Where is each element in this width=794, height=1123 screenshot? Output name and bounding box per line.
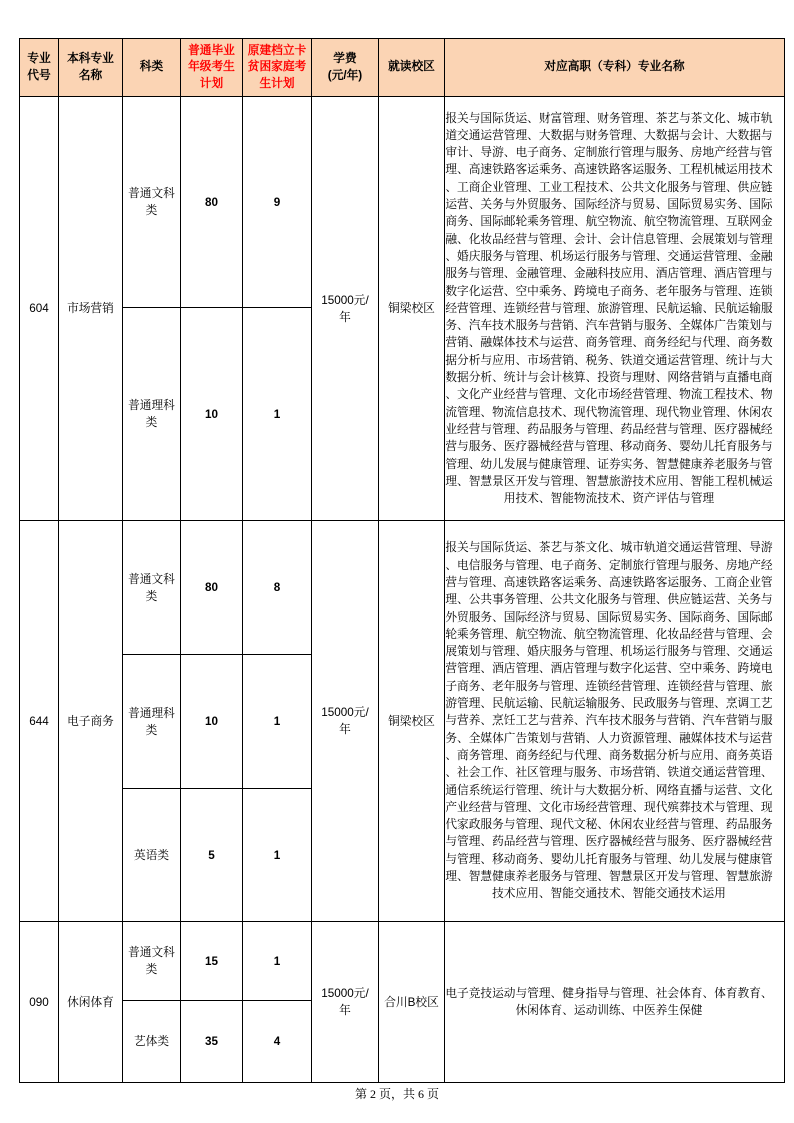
header-major-name: [59, 39, 123, 97]
major-code: 604: [29, 302, 49, 315]
major-name: 休闲体育: [67, 995, 114, 1009]
tuition: 15000元/年: [321, 706, 369, 736]
major-name: 市场营销: [67, 302, 114, 315]
general-plan-count: 80: [204, 581, 218, 594]
general-plan-count: 80: [204, 195, 218, 209]
tuition: 15000元/年: [321, 293, 369, 324]
campus-cell: [379, 922, 445, 1083]
category: 普通文科类: [128, 572, 175, 603]
major-name: 电子商务: [67, 714, 114, 728]
poverty-plan-count: 9: [273, 195, 281, 209]
vocational-majors-list: 电子竞技运动与管理、健身指导与管理、社会体育、体育教育、休闲体育、运动训练、中医养生保健: [445, 986, 773, 1017]
general-plan-cell: [181, 922, 243, 1001]
category-cell: [123, 308, 181, 521]
tuition-cell: [312, 922, 379, 1083]
header-poverty-plan: [243, 39, 312, 97]
vocational-majors-cell: [445, 922, 785, 1083]
major-code-cell: [20, 922, 59, 1083]
header-campus: [379, 39, 445, 97]
header-vocational-majors-label: 对应高职（专科）专业名称: [544, 60, 685, 74]
poverty-plan-count: 1: [273, 848, 281, 862]
header-general-plan-label: 普通毕业年级考生计划: [188, 43, 235, 90]
major-code: 644: [29, 714, 49, 728]
campus-cell: [379, 521, 445, 922]
header-category-label: 科类: [139, 60, 164, 74]
category-cell: [123, 789, 181, 922]
major-name-cell: [59, 97, 123, 521]
general-plan-cell: [181, 789, 243, 922]
header-major-code-label: 专业代号: [27, 52, 51, 82]
poverty-plan-cell: [243, 655, 312, 789]
poverty-plan-cell: [243, 1001, 312, 1083]
poverty-plan-count: 1: [273, 715, 281, 728]
campus-cell: [379, 97, 445, 521]
tuition-cell: [312, 97, 379, 521]
category: 普通理科类: [128, 706, 175, 737]
major-code-cell: [20, 97, 59, 521]
header-campus-label: 就读校区: [388, 60, 435, 74]
general-plan-cell: [181, 521, 243, 655]
header-major-code: [20, 39, 59, 97]
general-plan-cell: [181, 1001, 243, 1083]
category: 艺体类: [133, 1035, 170, 1048]
category-cell: [123, 521, 181, 655]
poverty-plan-count: 1: [273, 954, 281, 968]
vocational-majors-list: 报关与国际货运、财富管理、财务管理、茶艺与茶文化、城市轨道交通运营管理、大数据与财务管理、大数据与会计、大数据与审计、导游、电子商务、定制旅行管理与服务、房地产经营与管理、高速铁路客运乘务、高速铁路客运服务、工程机械运用技术、工商企业管理、工业工程技术、公共文化服务与管理、供应链运营、关务与外贸服务、国际经济与贸易、国际贸易实务、国际商务、国际邮轮乘务管理、航空物流、航空物流管理、互联网金融、化妆品经营与管理、会计、会计信息管理、会展策划与管理、婚庆服务与管理、机场运行服务与管理、交通运营管理、金融服务与管理、金融管理、金融科技应用、酒店管理、酒店管理与数字化运营、空中乘务、跨境电子商务、老年服务与管理、连锁经营管理、连锁经营与管理、旅游管理、民航运输、民航运输服务、汽车技术服务与营销、汽车营销与服务、全媒体广告策划与营销、融媒体技术与运营、商务管理、商务经纪与代理、商务数据分析与应用、市场营销、税务、铁道交通运营管理、统计与大数据分析、统计与会计核算、投资与理财、网络营销与直播电商、文化产业经营与管理、文化市场经营管理、物流工程技术、物流管理、物流信息技术、现代物流管理、现代物业管理、休闲农业经营与管理、药品服务与管理、药品经营与管理、医疗器械经营与服务、医疗器械经营与管理、移动商务、婴幼儿托育服务与管理、幼儿发展与健康管理、证券实务、智慧健康养老服务与管理、智慧景区开发与管理、智慧旅游技术应用、智能工程机械运用技术、智能物流技术、资产评估与管理: [445, 111, 773, 506]
poverty-plan-cell: [243, 922, 312, 1001]
vocational-majors-cell: [445, 521, 785, 922]
general-plan-cell: [181, 308, 243, 521]
category-cell: [123, 922, 181, 1001]
major-code: 090: [29, 995, 49, 1009]
category: 普通理科类: [128, 399, 175, 429]
enrollment-plan-table: [19, 38, 785, 1083]
table-row: [20, 922, 785, 1001]
vocational-majors-list: 报关与国际货运、茶艺与茶文化、城市轨道交通运营管理、导游、电信服务与管理、电子商务、定制旅行管理与服务、房地产经营与管理、高速铁路客运乘务、高速铁路客运服务、工商企业管理、公共事务管理、公共文化服务与管理、供应链运营、关务与外贸服务、国际经济与贸易、国际贸易实务、国际商务、国际邮轮乘务管理、航空物流、航空物流管理、化妆品经营与管理、会展策划与管理、婚庆服务与管理、机场运行服务与管理、交通运营管理、酒店管理、酒店管理与数字化运营、空中乘务、跨境电子商务、老年服务与管理、连锁经营管理、连锁经营与管理、旅游管理、民航运输、民航运输服务、民政服务与管理、烹调工艺与营养、烹饪工艺与营养、汽车技术服务与营销、汽车营销与服务、全媒体广告策划与营销、人力资源管理、融媒体技术与运营、商务管理、商务经纪与代理、商务数据分析与应用、商务英语、社会工作、社区管理与服务、市场营销、铁道交通运营管理、通信系统运行管理、统计与大数据分析、网络直播与运营、文化产业经营与管理、文化市场经营管理、现代殡葬技术与管理、现代家政服务与管理、现代文秘、休闲农业经营与管理、药品服务与管理、药品经营与管理、医疗器械经营与服务、医疗器械经营与管理、移动商务、婴幼儿托育服务与管理、幼儿发展与健康管理、智慧健康养老服务与管理、智慧景区开发与管理、智慧旅游技术应用、智能交通技术、智能交通技术运用: [445, 541, 773, 901]
general-plan-cell: [181, 97, 243, 308]
general-plan-count: 15: [204, 954, 218, 968]
general-plan-count: 35: [204, 1035, 218, 1048]
tuition: 15000元/年: [321, 987, 369, 1017]
page-number-footer: 第 2 页，共 6 页: [354, 1087, 439, 1101]
header-category: [123, 39, 181, 97]
category: 普通文科类: [128, 187, 175, 217]
header-tuition: [312, 39, 379, 97]
campus: 合川B校区: [384, 995, 439, 1009]
header-poverty-plan-label: 原建档立卡贫困家庭考生计划: [247, 43, 307, 90]
header-tuition-label: 学费(元/年): [327, 52, 363, 82]
major-name-cell: [59, 521, 123, 922]
general-plan-count: 5: [208, 848, 215, 862]
poverty-plan-cell: [243, 97, 312, 308]
table-row: [20, 521, 785, 655]
category-cell: [123, 97, 181, 308]
header-row: [20, 39, 785, 97]
general-plan-count: 10: [204, 407, 218, 421]
poverty-plan-cell: [243, 308, 312, 521]
poverty-plan-count: 8: [273, 581, 281, 594]
poverty-plan-count: 1: [273, 407, 281, 421]
campus: 铜梁校区: [388, 302, 435, 315]
general-plan-count: 10: [204, 715, 218, 728]
general-plan-cell: [181, 655, 243, 789]
major-name-cell: [59, 922, 123, 1083]
header-general-plan: [181, 39, 243, 97]
poverty-plan-count: 4: [273, 1035, 281, 1048]
campus: 铜梁校区: [388, 714, 435, 728]
header-major-name-label: 本科专业名称: [67, 52, 114, 82]
major-code-cell: [20, 521, 59, 922]
poverty-plan-cell: [243, 521, 312, 655]
header-vocational-majors: [445, 39, 785, 97]
category-cell: [123, 1001, 181, 1083]
tuition-cell: [312, 521, 379, 922]
category: 英语类: [133, 848, 170, 862]
vocational-majors-cell: [445, 97, 785, 521]
category-cell: [123, 655, 181, 789]
category: 普通文科类: [128, 946, 175, 976]
table-row: [20, 97, 785, 308]
poverty-plan-cell: [243, 789, 312, 922]
